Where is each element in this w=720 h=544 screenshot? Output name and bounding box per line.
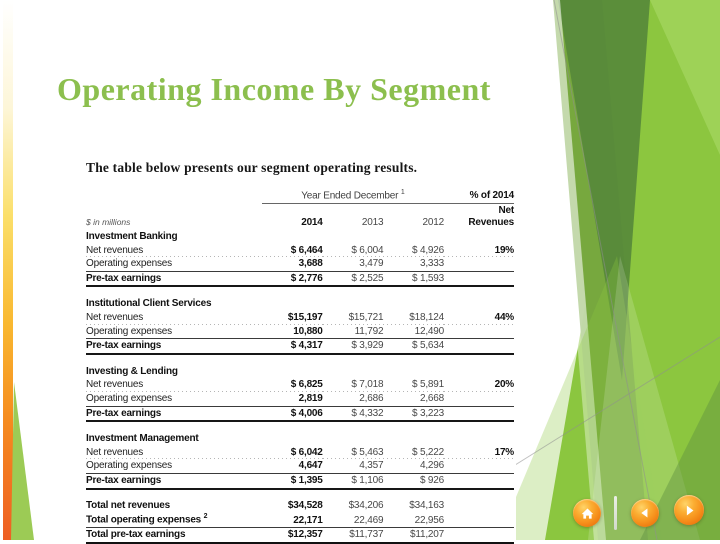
back-icon [638,506,652,520]
row-label: Net revenues [86,311,262,325]
bottom-left-wedge [11,382,34,540]
page-title: Operating Income By Segment [57,71,491,108]
financial-table [86,188,514,544]
table-header-row [86,203,514,229]
table-row: Operating expenses 4,647 4,357 4,296 [86,459,514,473]
row-label: Pre-tax earnings [86,271,262,286]
col-2012: 2012 [422,216,444,228]
table-row: Pre-tax earnings $ 4,006 $ 4,332 $ 3,223 [86,406,514,421]
pct-cell: 44% [444,311,514,325]
row-label: Net revenues [86,244,262,258]
table-row: Net revenues $ 6,464 $ 6,004 $ 4,926 19% [86,244,514,256]
segment-results-table [86,160,516,544]
home-icon [580,506,595,521]
row-label: Net revenues [86,446,262,460]
table-row: Net revenues $15,197 $15,721 $18,124 44% [86,312,514,324]
pct-cell: 17% [444,446,514,460]
left-accent-bar [3,0,13,540]
section-header-investment-banking: Investment Banking [86,231,178,243]
table-row: Pre-tax earnings $ 4,317 $ 3,929 $ 5,634 [86,339,514,354]
pct-cell: 19% [444,244,514,258]
home-button[interactable] [573,499,601,527]
table-caption: The table below presents our segment operating results. [86,160,418,175]
row-label: Pre-tax earnings [86,474,262,489]
row-label: Net revenues [86,378,262,392]
row-label: Total net revenues [86,499,171,511]
row-label: Pre-tax earnings [86,339,262,354]
row-label: Total pre-tax earnings [86,528,262,543]
col-2013: 2013 [361,216,384,228]
row-label: Total operating expenses $^2$ [86,513,208,526]
table-row: Pre-tax earnings $ 1,395 $ 1,106 $ 926 [86,474,514,489]
table-row-total-pretax-earnings: Total pre-tax earnings $12,357 $11,737 $11,207 [86,528,514,543]
table-row-total-net-revenues: Total net revenues $34,528 $34,206 $34,163 [86,499,444,511]
row-label: Pre-tax earnings [86,406,262,421]
table-row: Operating expenses 3,688 3,479 3,333 [86,257,514,271]
section-header-investment-management: Investment Management [86,433,199,445]
pct-cell: 20% [444,378,514,392]
table-row: Net revenues $ 6,042 $ 5,463 $ 5,222 17% [86,446,514,458]
table-row-total-operating-expenses: Total operating expenses $^2$ 22,171 22,469 22,956 [86,512,514,527]
table-row: Operating expenses 10,880 11,792 12,490 [86,325,514,339]
pct-of-2014-header: % of 2014 [444,188,514,203]
year-ended-header: Year Ended December $^1$ [262,188,444,203]
col-2014: 2014 [301,216,323,228]
table-header-row [86,188,514,203]
forward-icon [682,503,697,518]
row-label: Operating expenses [86,325,172,337]
unit-label: $ in millions [86,217,131,228]
net-revenues-header: Net Revenues [468,204,514,228]
table-row: Pre-tax earnings $ 2,776 $ 2,525 $ 1,593 [86,271,514,286]
row-label: Operating expenses [86,393,172,405]
nav-divider [614,496,617,530]
section-header-institutional-client-services: Institutional Client Services [86,298,212,310]
row-label: Operating expenses [86,258,172,270]
row-label: Operating expenses [86,460,172,472]
section-header-investing-lending: Investing & Lending [86,365,178,377]
back-button[interactable] [631,499,659,527]
forward-button[interactable] [674,495,704,525]
table-row: Net revenues $ 6,825 $ 7,018 $ 5,891 20% [86,379,514,391]
table-row: Operating expenses 2,819 2,686 2,668 [86,392,514,406]
